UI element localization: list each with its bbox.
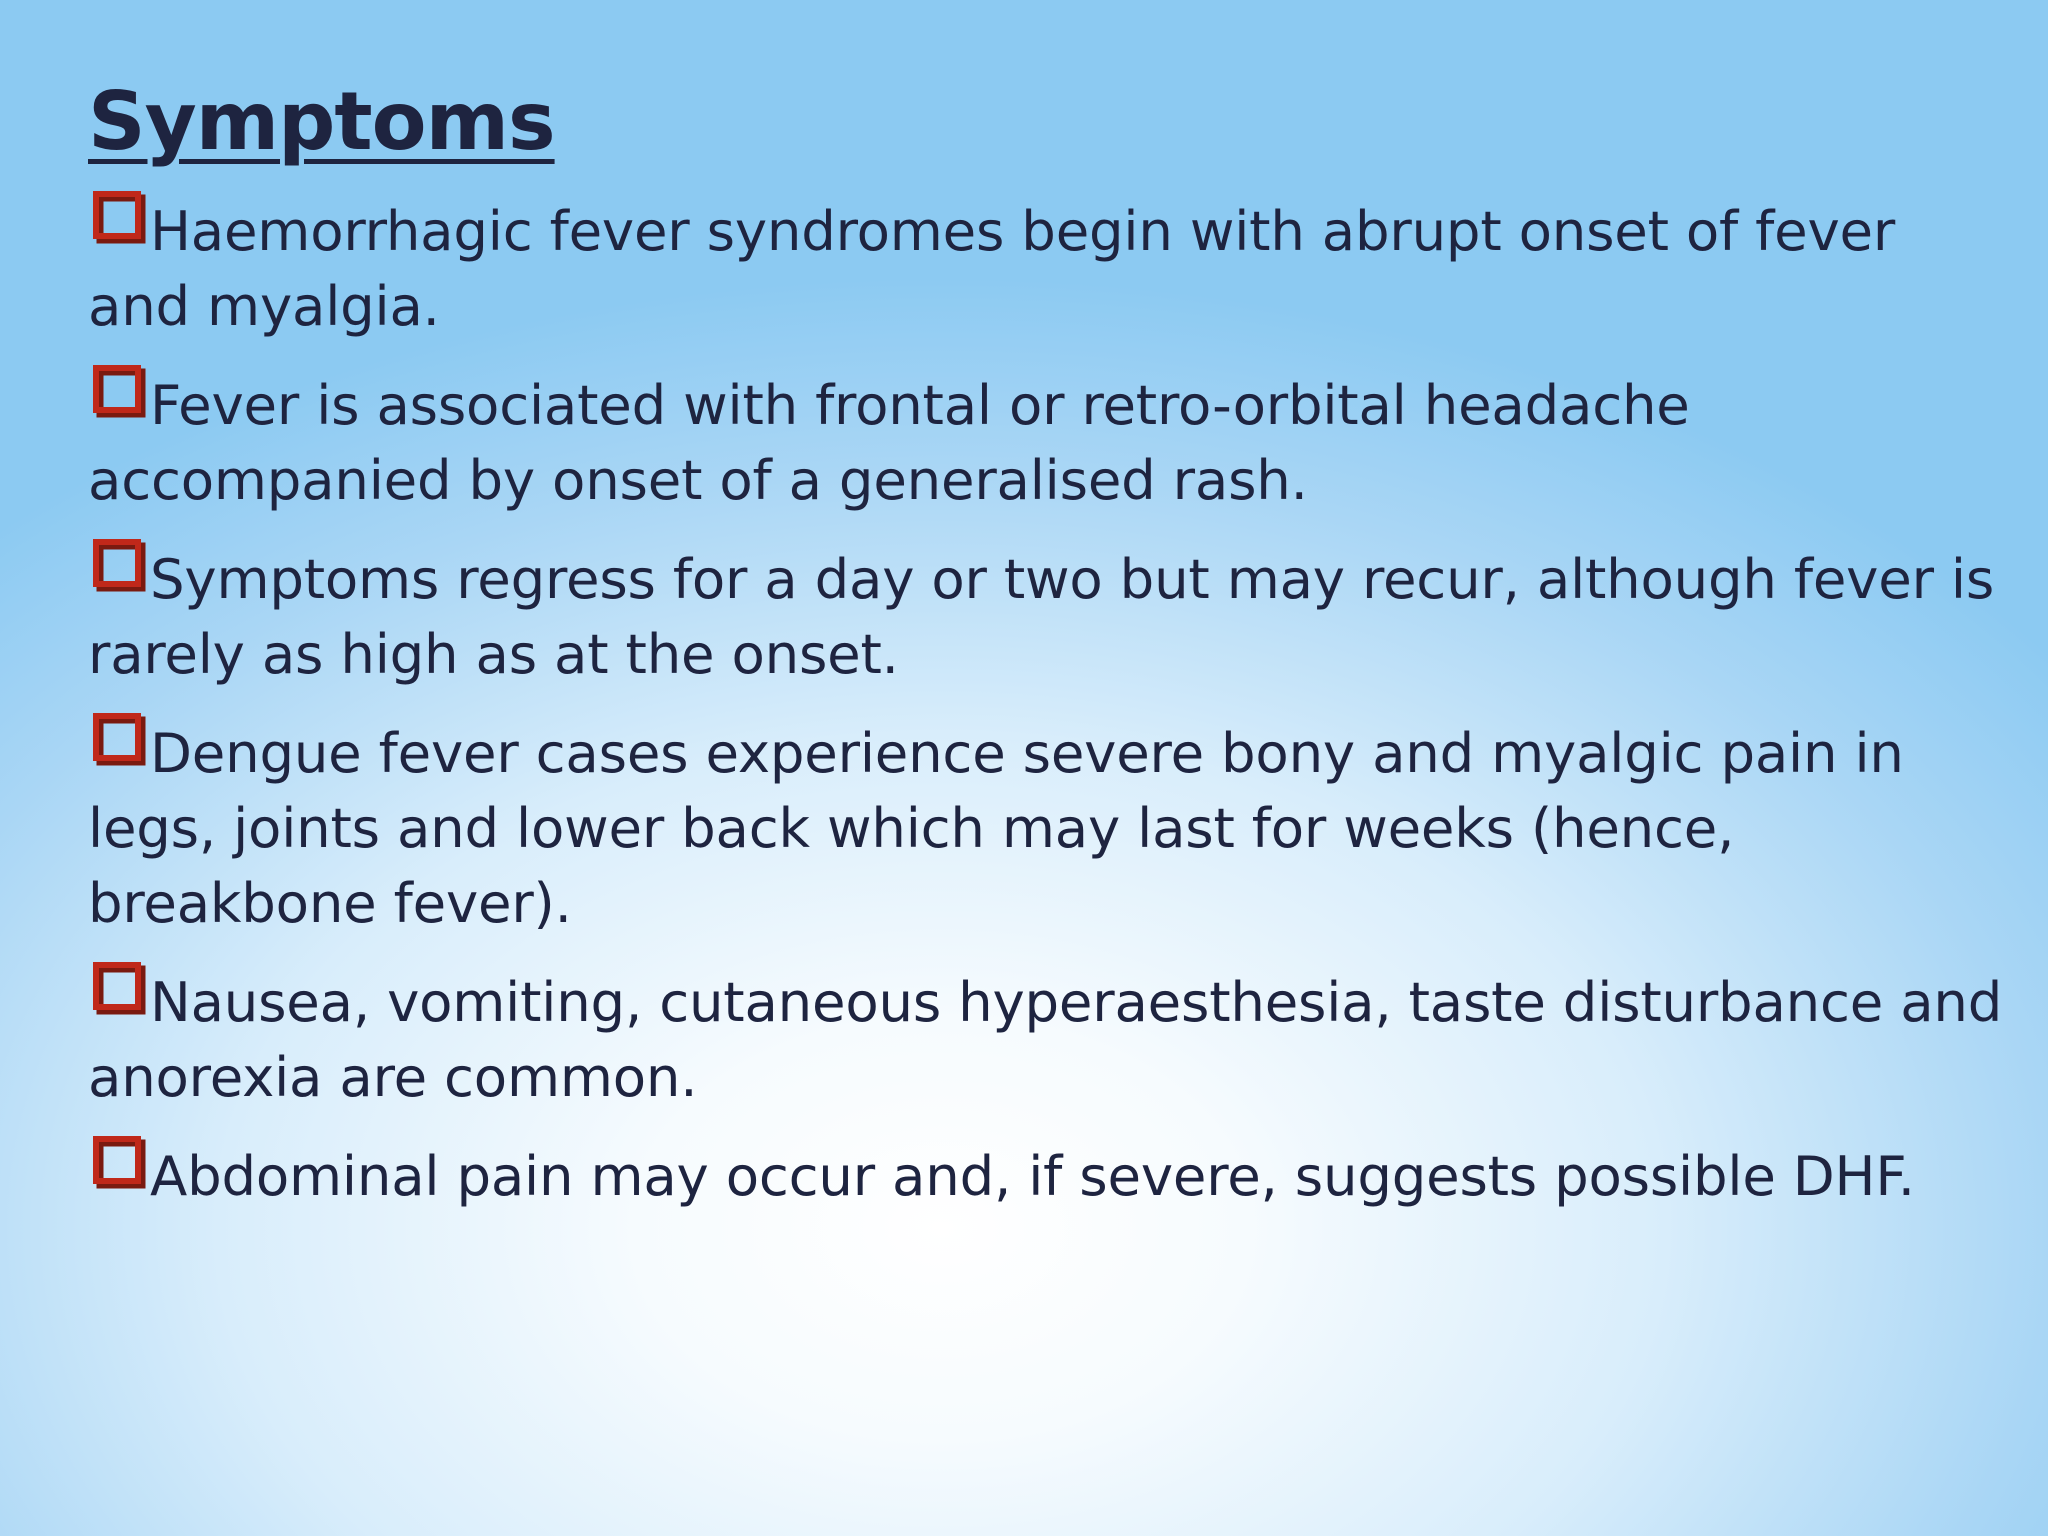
bullet-item [88,965,2008,1115]
bullet-text: Fever is associated with frontal or retro-orbital headache accompanied by onset of a generalised rash. [88,373,1690,512]
bullet-list [88,194,2008,1238]
hollow-square-bullet-icon [88,542,146,600]
bullet-item [88,542,2008,692]
bullet-text: Symptoms regress for a day or two but may recur, although fever is rarely as high as at the onset. [88,547,1995,686]
hollow-square-bullet-icon [88,368,146,426]
hollow-square-bullet-icon [88,1139,146,1197]
hollow-square-bullet-icon [88,194,146,252]
bullet-item [88,194,2008,344]
hollow-square-bullet-icon [88,716,146,774]
bullet-text: Abdominal pain may occur and, if severe, suggests possible DHF. [150,1144,1915,1208]
slide-title: Symptoms [88,75,555,168]
bullet-text: Dengue fever cases experience severe bony and myalgic pain in legs, joints and lower back which may last for weeks (hence, breakbone fever). [88,721,1904,935]
bullet-text: Nausea, vomiting, cutaneous hyperaesthesia, taste disturbance and anorexia are common. [88,970,2003,1109]
bullet-item [88,716,2008,941]
bullet-item [88,1139,2008,1214]
bullet-text: Haemorrhagic fever syndromes begin with abrupt onset of fever and myalgia. [88,199,1896,338]
hollow-square-bullet-icon [88,965,146,1023]
bullet-item [88,368,2008,518]
